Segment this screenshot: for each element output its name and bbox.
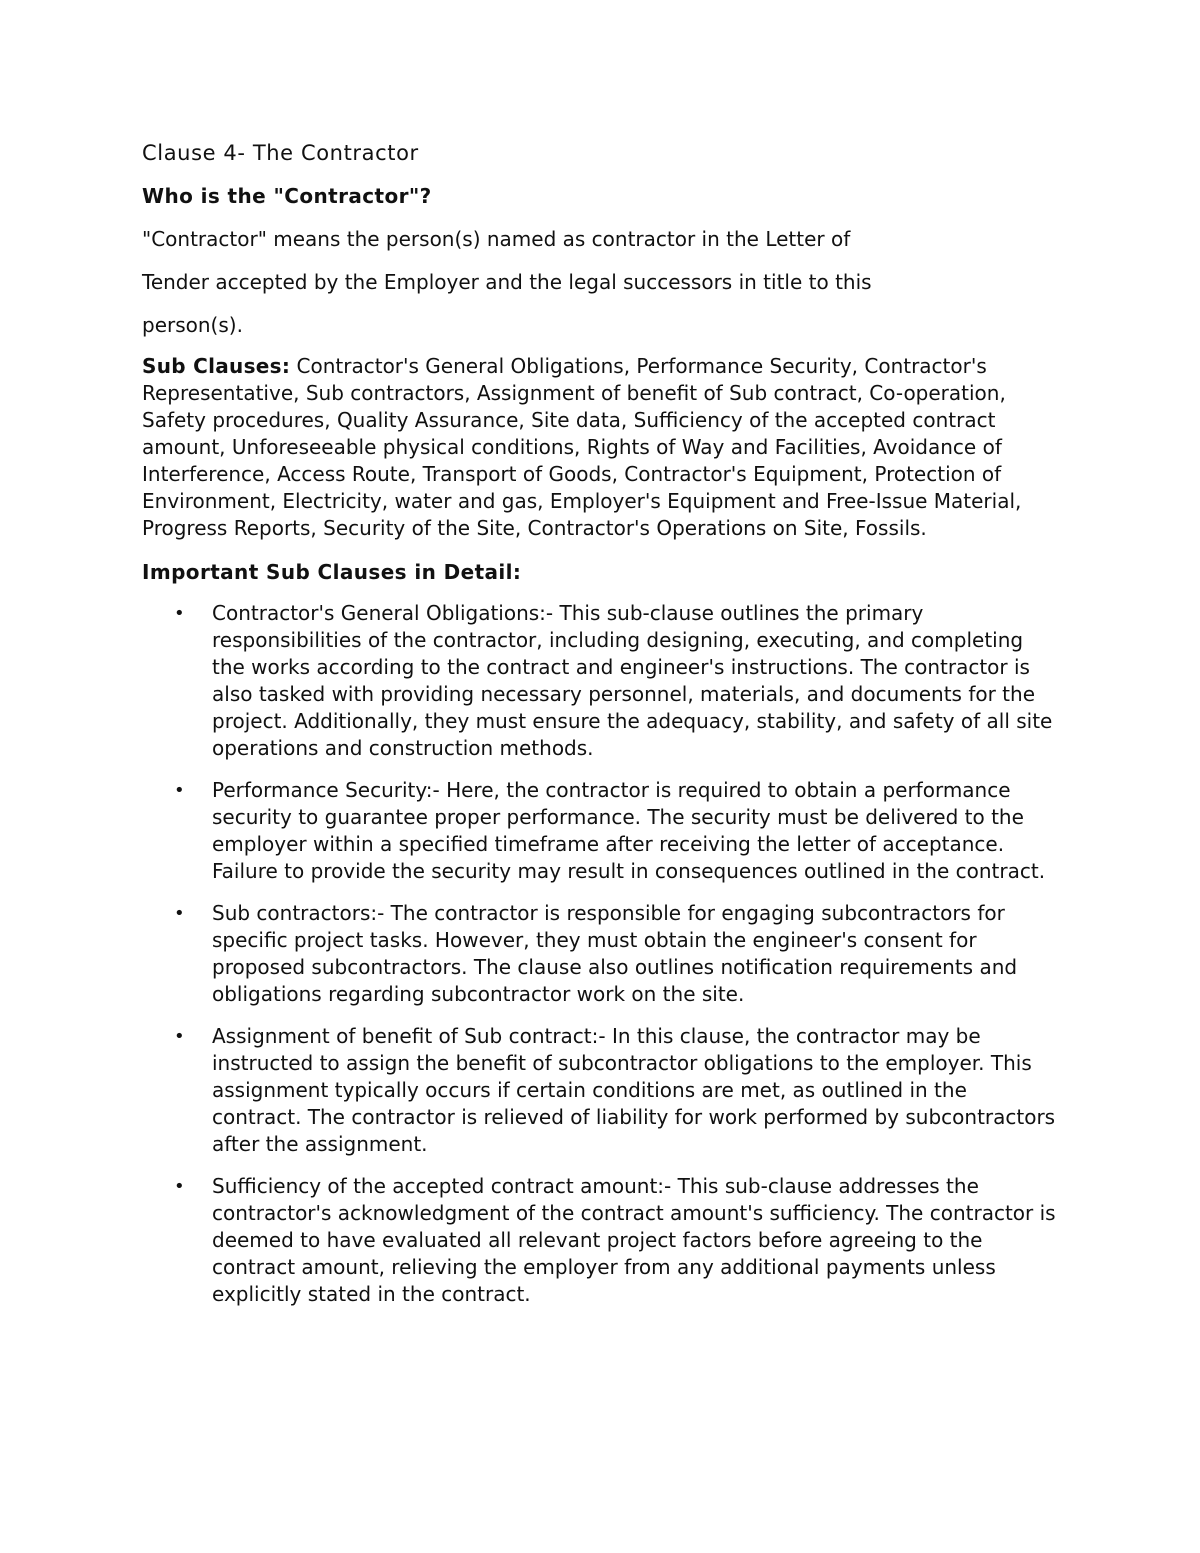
bullet-icon: • — [174, 903, 185, 924]
bullet-icon: • — [174, 1176, 185, 1197]
subclauses-paragraph — [142, 353, 1060, 542]
detail-sufficiency-of-amount: Sufficiency of the accepted contract amount:- This sub-clause addresses the contractor's acknowledgment of the contract amount's sufficiency. The contractor is deemed to have evaluated all relevant project factors before agreeing to the contract amount, relieving the employer from any additional payments unless explicitly stated in the contract. — [212, 1174, 1056, 1306]
bullet-icon: • — [174, 603, 185, 624]
subclause-details-list — [142, 600, 1060, 1308]
list-item — [142, 1173, 1060, 1308]
contractor-question: Who is the "Contractor"? — [142, 184, 432, 208]
bullet-icon: • — [174, 780, 185, 801]
document-page — [142, 138, 1060, 1323]
important-subclauses-heading: Important Sub Clauses in Detail: — [142, 560, 522, 584]
subclauses-label: Sub Clauses: — [142, 354, 291, 378]
clause-heading: Clause 4- The Contractor — [142, 141, 419, 165]
subclauses-list-text: Contractor's General Obligations, Performance Security, Contractor's Representative, Sub contractors, Assignment of benefit of Sub contract, Co-operation, Safety procedures, Quality Assurance, Site data, Sufficiency of the accepted contract amount, Unforeseeable physical conditions, Rights of Way and Facilities, Avoidance of Interference, Access Route, Transport of Goods, Contractor's Equipment, Protection of Environment, Electricity, water and gas, Employer's Equipment and Free-Issue Material, Progress Reports, Security of the Site, Contractor's Operations on Site, Fossils. — [142, 354, 1022, 540]
list-item — [142, 600, 1060, 762]
list-item — [142, 900, 1060, 1008]
definition-line-2: Tender accepted by the Employer and the legal successors in title to this — [142, 270, 872, 294]
list-item — [142, 777, 1060, 885]
list-item — [142, 1023, 1060, 1158]
definition-line-3: person(s). — [142, 313, 243, 337]
definition-line-1: "Contractor" means the person(s) named as contractor in the Letter of — [142, 227, 851, 251]
detail-general-obligations: Contractor's General Obligations:- This sub-clause outlines the primary responsibilities of the contractor, including designing, executing, and completing the works according to the contract and engineer's instructions. The contractor is also tasked with providing necessary personnel, materials, and documents for the project. Additionally, they must ensure the adequacy, stability, and safety of all site operations and construction methods. — [212, 601, 1053, 760]
detail-performance-security: Performance Security:- Here, the contractor is required to obtain a performance security to guarantee proper performance. The security must be delivered to the employer within a specified timeframe after receiving the letter of acceptance. Failure to provide the security may result in consequences outlined in the contract. — [212, 778, 1046, 883]
detail-assignment-of-benefit: Assignment of benefit of Sub contract:- In this clause, the contractor may be instructed to assign the benefit of subcontractor obligations to the employer. This assignment typically occurs if certain conditions are met, as outlined in the contract. The contractor is relieved of liability for work performed by subcontractors after the assignment. — [212, 1024, 1056, 1156]
bullet-icon: • — [174, 1026, 185, 1047]
detail-sub-contractors: Sub contractors:- The contractor is responsible for engaging subcontractors for specific project tasks. However, they must obtain the engineer's consent for proposed subcontractors. The clause also outlines notification requirements and obligations regarding subcontractor work on the site. — [212, 901, 1018, 1006]
